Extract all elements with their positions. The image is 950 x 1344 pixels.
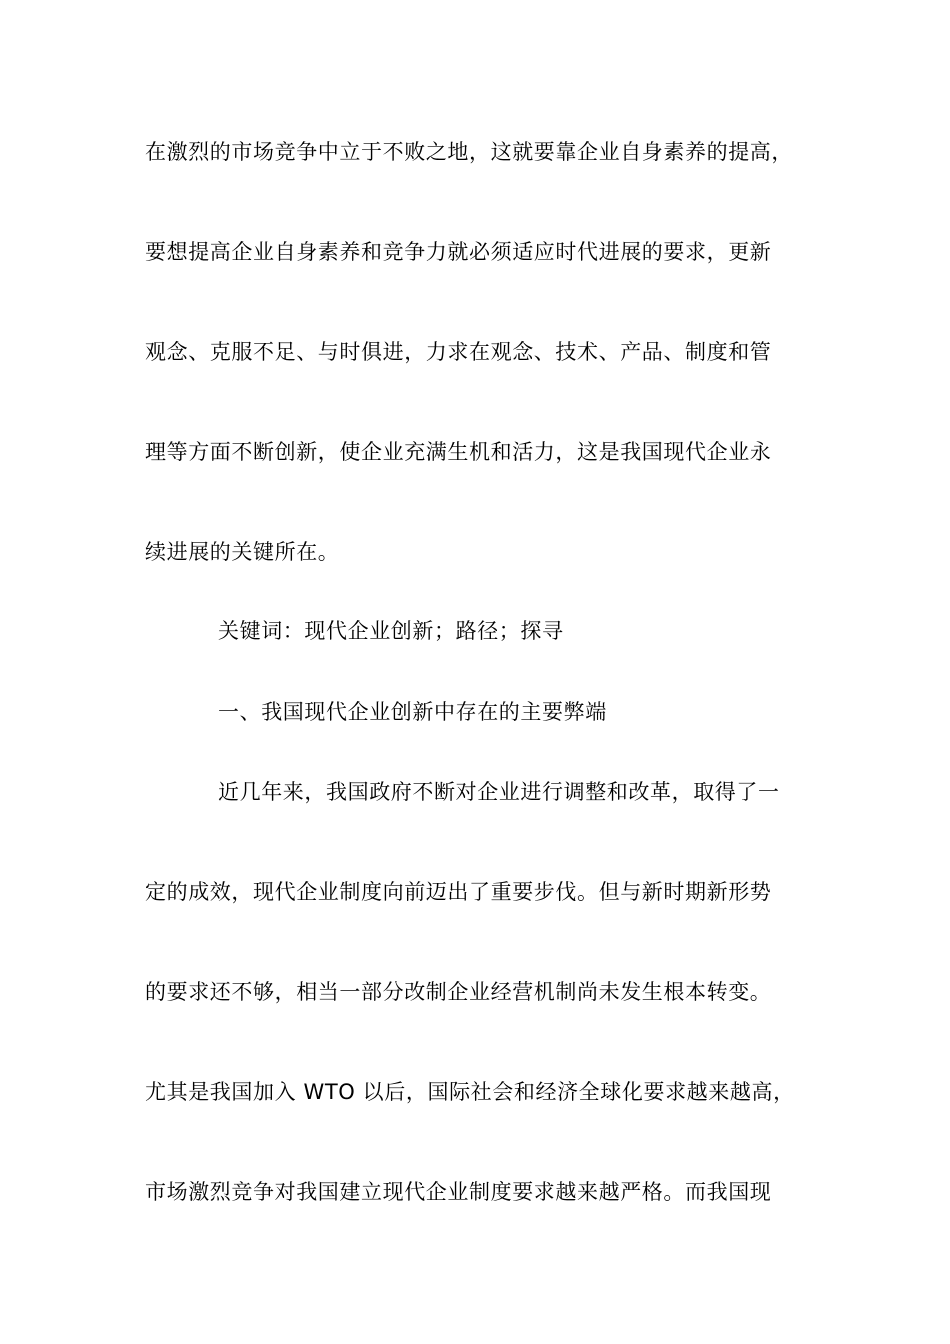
paragraph-line: 尤其是我国加入 WTO 以后，国际社会和经济全球化要求越来越高， [145, 1080, 795, 1104]
paragraph-line: 在激烈的市场竞争中立于不败之地，这就要靠企业自身素养的提高， [145, 140, 793, 164]
paragraph-line: 近几年来，我国政府不断对企业进行调整和改革，取得了一 [218, 780, 780, 804]
keywords-line: 关键词：现代企业创新；路径；探寻 [218, 619, 564, 643]
paragraph-line: 理等方面不断创新，使企业充满生机和活力，这是我国现代企业永 [145, 440, 772, 464]
paragraph-line: 的要求还不够，相当一部分改制企业经营机制尚未发生根本转变。 [145, 980, 772, 1004]
paragraph-line: 续进展的关键所在。 [145, 540, 340, 564]
paragraph-line: 观念、克服不足、与时俱进，力求在观念、技术、产品、制度和管 [145, 340, 772, 364]
paragraph-line: 市场激烈竞争对我国建立现代企业制度要求越来越严格。而我国现 [145, 1180, 772, 1204]
paragraph-line: 定的成效，现代企业制度向前迈出了重要步伐。但与新时期新形势 [145, 880, 772, 904]
paragraph-line: 要想提高企业自身素养和竞争力就必须适应时代进展的要求，更新 [145, 240, 772, 264]
section-heading: 一、我国现代企业创新中存在的主要弊端 [218, 700, 607, 724]
